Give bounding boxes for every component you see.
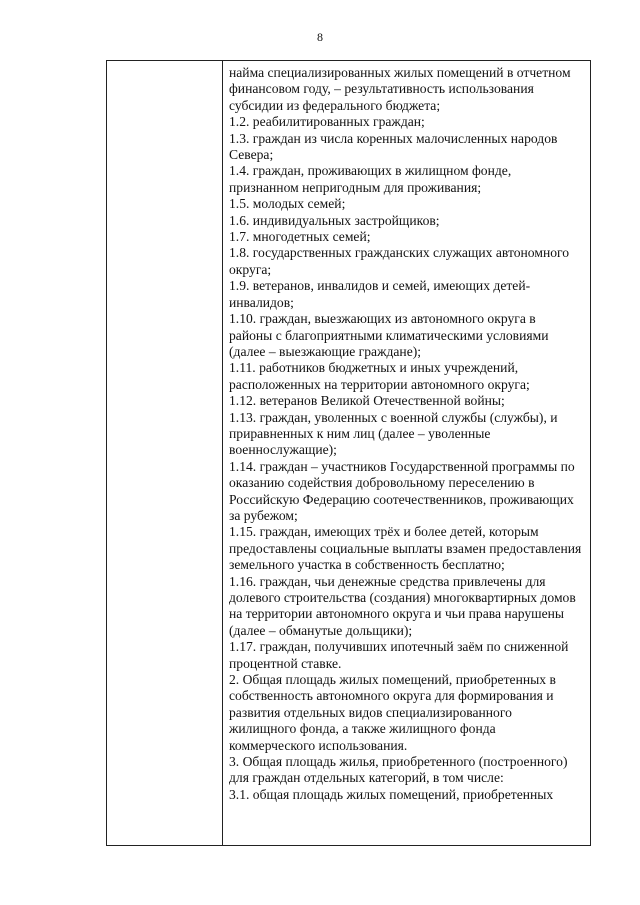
text-line: 1.7. многодетных семей; bbox=[229, 229, 371, 245]
document-table bbox=[106, 60, 591, 846]
text-line: 1.14. граждан – участников Государственной программы по bbox=[229, 458, 575, 474]
text-line: (далее – выезжающие граждане); bbox=[229, 343, 422, 359]
text-line: найма специализированных жилых помещений в отчетном bbox=[229, 65, 571, 80]
text-line: на территории автономного округа и чьи права нарушены bbox=[229, 606, 565, 622]
text-line: 1.12. ветеранов Великой Отечественной войны; bbox=[229, 393, 505, 409]
text-line: 1.11. работников бюджетных и иных учреждений, bbox=[229, 360, 519, 376]
text-line: 1.9. ветеранов, инвалидов и семей, имеющих детей- bbox=[229, 278, 531, 294]
text-line: Российскую Федерацию соотечественников, проживающих bbox=[229, 491, 574, 507]
text-line: признанном непригодным для проживания; bbox=[229, 179, 482, 195]
text-line: 1.13. граждан, уволенных с военной службы (службы), и bbox=[229, 409, 558, 425]
text-line: 1.2. реабилитированных граждан; bbox=[229, 114, 425, 130]
text-line: 1.3. граждан из числа коренных малочисленных народов bbox=[229, 130, 558, 146]
text-line: долевого строительства (создания) многоквартирных домов bbox=[229, 590, 576, 605]
text-line: 1.6. индивидуальных застройщиков; bbox=[229, 212, 440, 228]
text-line: 1.5. молодых семей; bbox=[229, 196, 346, 212]
text-line: за рубежом; bbox=[229, 507, 298, 523]
text-line: оказанию содействия добровольному переселению в bbox=[229, 475, 535, 491]
text-line: 3.1. общая площадь жилых помещений, приобретенных bbox=[229, 786, 554, 802]
text-line: жилищного фонда, а также жилищного фонда bbox=[229, 721, 496, 737]
text-line: 1.10. граждан, выезжающих из автономного округа в bbox=[229, 311, 536, 327]
text-line: районы с благоприятными климатическими условиями bbox=[229, 327, 549, 343]
text-line: предоставлены социальные выплаты взамен предоставления bbox=[229, 540, 582, 556]
text-line: (далее – обманутые дольщики); bbox=[229, 622, 413, 638]
text-line: собственность автономного округа для формирования и bbox=[229, 688, 554, 704]
text-line: 1.8. государственных гражданских служащих автономного bbox=[229, 245, 570, 261]
text-line: коммерческого использования. bbox=[229, 737, 408, 753]
text-line: 3. Общая площадь жилья, приобретенного (построенного) bbox=[229, 754, 568, 770]
text-line: 1.16. граждан, чьи денежные средства привлечены для bbox=[229, 573, 546, 589]
text-line: земельного участка в собственность бесплатно; bbox=[229, 557, 505, 573]
empty-left-cell bbox=[107, 61, 223, 845]
text-line: 1.4. граждан, проживающих в жилищном фонде, bbox=[229, 163, 512, 179]
text-line: финансовом году, – результативность использования bbox=[229, 81, 534, 97]
text-line: округа; bbox=[229, 261, 272, 277]
text-line: 1.17. граждан, получивших ипотечный заём по сниженной bbox=[229, 639, 569, 655]
text-line: приравненных к ним лиц (далее – уволенные bbox=[229, 425, 491, 441]
text-cell bbox=[223, 61, 590, 845]
text-line: инвалидов; bbox=[229, 294, 294, 310]
text-line: 2. Общая площадь жилых помещений, приобретенных в bbox=[229, 672, 556, 688]
page-number: 8 bbox=[317, 30, 323, 44]
text-line: расположенных на территории автономного округа; bbox=[229, 376, 530, 392]
text-line: 1.15. граждан, имеющих трёх и более детей, которым bbox=[229, 524, 539, 540]
text-line: военнослужащие); bbox=[229, 442, 337, 458]
text-line: для граждан отдельных категорий, в том числе: bbox=[229, 770, 504, 786]
text-line: процентной ставке. bbox=[229, 655, 342, 671]
text-line: Севера; bbox=[229, 147, 274, 163]
text-line: субсидии из федерального бюджета; bbox=[229, 97, 441, 113]
text-line: развития отдельных видов специализированного bbox=[229, 704, 512, 720]
